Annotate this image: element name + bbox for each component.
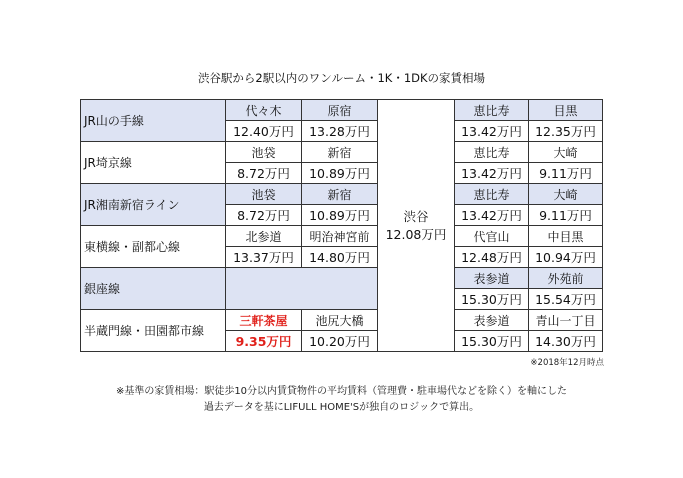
rent-price: 13.37万円 xyxy=(226,247,302,268)
table-row xyxy=(81,268,603,289)
station-name: 池袋 xyxy=(226,184,302,205)
station-name: 中目黒 xyxy=(529,226,603,247)
table-row xyxy=(81,184,603,205)
line-name: JR湘南新宿ライン xyxy=(81,184,226,226)
rent-price-highlight: 9.35万円 xyxy=(226,331,302,352)
shibuya-center-cell xyxy=(378,100,455,352)
station-name: 代々木 xyxy=(226,100,302,121)
shibuya-station: 渋谷 xyxy=(403,208,429,224)
rent-price: 12.35万円 xyxy=(529,121,603,142)
station-name: 明治神宮前 xyxy=(302,226,378,247)
station-name: 表参道 xyxy=(455,310,529,331)
rent-price: 13.28万円 xyxy=(302,121,378,142)
station-name: 原宿 xyxy=(302,100,378,121)
rent-price: 8.72万円 xyxy=(226,205,302,226)
station-name: 目黒 xyxy=(529,100,603,121)
station-name: 新宿 xyxy=(302,142,378,163)
station-name: 恵比寿 xyxy=(455,100,529,121)
rent-price: 15.30万円 xyxy=(455,289,529,310)
rent-price: 13.42万円 xyxy=(455,205,529,226)
rent-price: 9.11万円 xyxy=(529,163,603,184)
rent-price: 13.42万円 xyxy=(455,163,529,184)
station-name: 恵比寿 xyxy=(455,142,529,163)
footnote-line-1: ※基準の家賃相場：駅徒歩10分以内賃貸物件の平均賃料（管理費・駐車場代などを除く）を軸にした xyxy=(115,386,568,397)
rent-price: 8.72万円 xyxy=(226,163,302,184)
rent-price: 10.94万円 xyxy=(529,247,603,268)
station-name-highlight: 三軒茶屋 xyxy=(226,310,302,331)
line-name: 半蔵門線・田園都市線 xyxy=(81,310,226,352)
line-name: JR山の手線 xyxy=(81,100,226,142)
station-name: 大崎 xyxy=(529,142,603,163)
rent-price: 12.40万円 xyxy=(226,121,302,142)
rent-price: 14.80万円 xyxy=(302,247,378,268)
footnote-line-2: 過去データを基にLIFULL HOME'Sが独自のロジックで算出。 xyxy=(203,402,480,413)
table-row xyxy=(81,310,603,331)
station-name: 池袋 xyxy=(226,142,302,163)
rent-table xyxy=(80,99,603,352)
station-name: 代官山 xyxy=(455,226,529,247)
rent-price: 12.48万円 xyxy=(455,247,529,268)
table-row xyxy=(81,226,603,247)
line-name: 銀座線 xyxy=(81,268,226,310)
table-title: 渋谷駅から2駅以内のワンルーム・1K・1DKの家賃相場 xyxy=(197,71,486,85)
empty-cell xyxy=(226,268,378,310)
station-name: 池尻大橋 xyxy=(302,310,378,331)
rent-price: 10.89万円 xyxy=(302,205,378,226)
table-row xyxy=(81,100,603,121)
line-name: 東横線・副都心線 xyxy=(81,226,226,268)
station-name: 北参道 xyxy=(226,226,302,247)
date-note: ※2018年12月時点 xyxy=(530,358,604,368)
station-name: 青山一丁目 xyxy=(529,310,603,331)
rent-price: 10.20万円 xyxy=(302,331,378,352)
table-row xyxy=(81,142,603,163)
station-name: 外苑前 xyxy=(529,268,603,289)
rent-price: 9.11万円 xyxy=(529,205,603,226)
rent-price: 13.42万円 xyxy=(455,121,529,142)
station-name: 表参道 xyxy=(455,268,529,289)
line-name: JR埼京線 xyxy=(81,142,226,184)
rent-price: 10.89万円 xyxy=(302,163,378,184)
rent-price: 15.30万円 xyxy=(455,331,529,352)
station-name: 恵比寿 xyxy=(455,184,529,205)
shibuya-price: 12.08万円 xyxy=(385,226,447,242)
station-name: 新宿 xyxy=(302,184,378,205)
station-name: 大崎 xyxy=(529,184,603,205)
rent-price: 14.30万円 xyxy=(529,331,603,352)
rent-price: 15.54万円 xyxy=(529,289,603,310)
